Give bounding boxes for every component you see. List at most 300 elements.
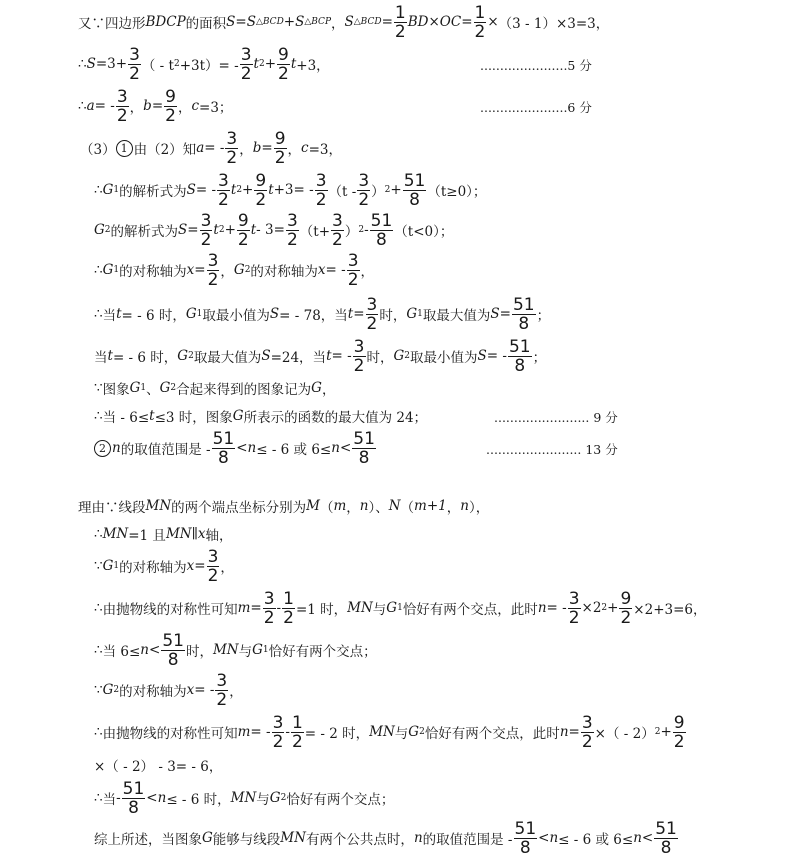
text: = -: [94, 98, 115, 114]
var: MN: [369, 724, 395, 740]
num: 3: [216, 670, 228, 691]
score-13: ........................ 13 分: [486, 442, 618, 457]
var: a: [196, 140, 205, 156]
text: +3，: [296, 58, 330, 74]
den: 8: [358, 447, 370, 468]
text: =3，: [308, 142, 343, 158]
text: =: [353, 306, 365, 322]
score-9: ........................ 9 分: [494, 410, 618, 425]
text: =: [261, 140, 273, 156]
text: 取最大值为: [422, 308, 491, 324]
text: =3+: [95, 56, 128, 72]
var: S: [344, 14, 354, 30]
fraction: [366, 296, 379, 333]
text: 当: [94, 350, 108, 366]
fraction: [282, 590, 295, 627]
text: 与: [256, 792, 270, 808]
therefore-symbol: ∴: [94, 790, 103, 806]
because-symbol: ∵: [94, 380, 103, 396]
fraction: [161, 632, 185, 669]
line-combine-g: [94, 374, 335, 402]
sub: 1: [196, 309, 203, 319]
text: 与: [238, 644, 253, 660]
den: 2: [274, 147, 286, 168]
fraction: [673, 714, 686, 751]
line-g1-intersections: [94, 630, 377, 670]
text: +: [607, 600, 619, 616]
line-n-range: [94, 428, 377, 468]
text: ，: [220, 560, 234, 576]
fraction: [225, 130, 238, 167]
text: =: [381, 14, 393, 30]
text: ≤ - 6 时，: [166, 792, 231, 808]
var: t: [268, 182, 274, 198]
den: 2: [394, 21, 406, 42]
var: MN: [212, 642, 239, 658]
num: 3: [568, 588, 580, 609]
var: x: [197, 526, 206, 542]
var: m: [237, 600, 251, 616]
line-s-expression: [78, 44, 330, 84]
text: 与: [394, 726, 409, 742]
var: n: [460, 498, 469, 514]
num: 9: [165, 86, 176, 107]
text: 时，: [379, 308, 407, 324]
text: -: [285, 724, 290, 740]
fraction: [217, 172, 230, 209]
var: t: [347, 306, 354, 322]
var: G: [232, 408, 244, 424]
text: 由抛物线的对称性可知: [102, 602, 238, 618]
den: 8: [128, 797, 139, 818]
text: +: [224, 222, 236, 238]
fraction: [212, 430, 236, 467]
sub: 2: [104, 225, 111, 235]
text: 的解析式为: [119, 184, 187, 200]
text: =: [235, 14, 247, 30]
den: 2: [358, 189, 370, 210]
because-symbol: ∵: [94, 558, 103, 574]
num: 1: [394, 2, 406, 23]
therefore-symbol: ∴: [94, 642, 103, 658]
line-m-equals-1: [94, 588, 707, 628]
var: m+1: [414, 498, 447, 514]
line-abc: [78, 86, 232, 126]
text: <: [538, 830, 550, 846]
sup: 2: [654, 727, 661, 737]
text: （: [400, 500, 415, 516]
den: 2: [255, 189, 267, 210]
text: 所表示的函数的最大值为 24；: [243, 410, 428, 426]
sup: 2: [258, 59, 265, 69]
fraction: [240, 46, 253, 83]
text: 的取值范围是 -: [120, 442, 211, 458]
text: <: [339, 440, 352, 456]
text: （t≥0）；: [427, 184, 487, 200]
num: 9: [620, 588, 632, 609]
sub: 1: [262, 645, 269, 655]
text: <: [149, 642, 161, 658]
text: 当: [102, 792, 117, 808]
fraction: [370, 212, 394, 249]
text: （: [319, 500, 334, 516]
text: 时，: [366, 350, 394, 366]
var: t: [253, 56, 259, 72]
den: 8: [514, 355, 526, 376]
num: 51: [353, 428, 375, 449]
var: MN: [165, 526, 192, 542]
text: 当 6≤: [102, 644, 141, 660]
sup: 2: [358, 225, 365, 235]
num: 51: [212, 428, 235, 449]
therefore-symbol: ∴: [94, 262, 103, 278]
var: t: [149, 408, 155, 424]
text: =: [194, 262, 206, 278]
var: G: [94, 222, 105, 238]
den: 2: [332, 229, 343, 250]
fraction: [237, 212, 250, 249]
fraction: [394, 4, 407, 41]
text: = -: [331, 348, 352, 364]
var: S: [178, 222, 188, 238]
text: ，: [446, 500, 461, 516]
text: = -: [546, 600, 567, 616]
var: G: [185, 306, 197, 322]
sup: 2: [218, 225, 225, 235]
var: G: [102, 182, 114, 198]
text: ×（ - 2）: [594, 726, 655, 742]
var: t: [107, 348, 113, 364]
text: +3t）= -: [179, 58, 239, 74]
var: G: [159, 380, 171, 396]
var: MN: [102, 526, 129, 542]
var: G: [311, 380, 322, 396]
var: G: [386, 600, 398, 616]
num: 3: [116, 86, 128, 107]
den: 2: [366, 313, 378, 334]
text: ，: [129, 100, 144, 116]
var: G: [102, 262, 114, 278]
num: 3: [240, 44, 252, 65]
text: ，: [220, 264, 234, 280]
text: 的解析式为: [110, 224, 179, 240]
var: n: [413, 830, 423, 846]
fraction: [274, 130, 287, 167]
var: n: [633, 830, 642, 846]
line-n-equals-neg6: [94, 752, 222, 778]
fraction: [277, 46, 290, 83]
den: 2: [207, 269, 219, 290]
sup: 2: [601, 603, 608, 613]
text: <: [146, 790, 158, 806]
text: = -: [204, 140, 225, 156]
fraction: [352, 430, 376, 467]
text: ×（ - 2） - 3= - 6，: [94, 759, 223, 775]
den: 2: [353, 355, 365, 376]
var: n: [247, 440, 257, 456]
var: MN: [280, 830, 306, 846]
text: 当: [102, 308, 117, 324]
text: = - 78，当: [279, 308, 348, 324]
var: m: [333, 498, 347, 514]
var: MN: [145, 498, 172, 514]
line-g-max: [94, 402, 427, 430]
text: =3；: [199, 100, 233, 116]
score-5: ......................5 分: [480, 58, 592, 73]
line-g1-expression: [94, 170, 486, 210]
var: G: [406, 306, 418, 322]
text: +3= -: [273, 182, 314, 198]
text: +: [660, 724, 672, 740]
var: b: [252, 140, 262, 156]
text: =: [187, 222, 199, 238]
var: t: [230, 182, 237, 198]
den: 2: [263, 607, 275, 628]
num: 3: [353, 336, 365, 357]
var: BD: [407, 14, 429, 30]
fraction: [207, 252, 220, 289]
num: 51: [508, 336, 531, 357]
text: ×: [428, 14, 440, 30]
therefore-symbol: ∴: [78, 56, 87, 72]
fraction: [568, 590, 581, 627]
text: ，: [229, 684, 243, 700]
text: ，: [331, 16, 345, 32]
den: 8: [660, 837, 672, 858]
text: +: [242, 182, 254, 198]
var: x: [186, 262, 195, 278]
sub: 2: [188, 351, 194, 361]
text: ，: [177, 100, 192, 116]
den: 2: [673, 731, 685, 752]
sub: 1: [417, 309, 423, 319]
num: 3: [315, 170, 327, 191]
num: 51: [370, 210, 393, 231]
var: a: [86, 98, 95, 114]
num: 1: [283, 588, 294, 609]
text: （ - t: [141, 58, 174, 74]
var: N: [388, 498, 401, 514]
var: S: [269, 306, 280, 322]
fraction: [353, 338, 366, 375]
den: 2: [474, 21, 486, 42]
var: S: [186, 182, 196, 198]
text: 能够与线段: [212, 832, 281, 848]
text: =1 时，: [295, 602, 348, 618]
text: 取最小值为: [410, 350, 478, 366]
therefore-symbol: ∴: [94, 306, 103, 322]
sup: 2: [173, 59, 180, 69]
var: x: [317, 262, 326, 278]
sub: △BCP: [304, 17, 332, 27]
den: 8: [167, 649, 179, 670]
den: 2: [237, 229, 249, 250]
text: 的取值范围是 -: [422, 832, 513, 848]
text: ），: [468, 500, 490, 516]
text: ；: [532, 350, 547, 366]
line-g2-extrema: [94, 336, 546, 376]
den: 2: [620, 607, 632, 628]
sub: 1: [140, 383, 147, 393]
sup: 2: [384, 185, 391, 195]
fraction: [122, 780, 146, 817]
num: 51: [162, 630, 184, 651]
line-g2-intersections: [94, 778, 394, 818]
line-part3: [80, 128, 342, 168]
line-conclusion: [94, 818, 679, 858]
den: 2: [283, 607, 294, 628]
num: 3: [207, 546, 219, 567]
den: 2: [207, 565, 219, 586]
num: 3: [272, 712, 284, 733]
fraction: [508, 338, 532, 375]
num: 3: [358, 170, 370, 191]
den: 2: [226, 147, 238, 168]
text: ，: [287, 142, 302, 158]
text: 理由∵线段: [78, 500, 146, 516]
var: t: [116, 306, 122, 322]
text: ×: [487, 14, 499, 30]
var: n: [559, 724, 569, 740]
fraction: [315, 172, 328, 209]
text: - 3=: [256, 222, 285, 238]
line-area-bdcp: [78, 2, 609, 42]
var: x: [186, 558, 195, 574]
den: 2: [347, 269, 359, 290]
num: 3: [366, 294, 378, 315]
therefore-symbol: ∴: [78, 98, 87, 114]
therefore-symbol: ∴: [94, 526, 103, 542]
var: OC: [439, 14, 462, 30]
var: G: [129, 380, 141, 396]
num: 51: [512, 294, 535, 315]
den: 2: [129, 63, 140, 84]
text: 的面积: [185, 16, 227, 32]
text: ×2: [581, 600, 602, 616]
num: 9: [673, 712, 685, 733]
den: 2: [291, 731, 303, 752]
den: 2: [240, 63, 252, 84]
text: ，: [321, 382, 336, 398]
sub: 1: [113, 185, 120, 195]
var: n: [537, 600, 547, 616]
because-symbol: ∵: [94, 682, 103, 698]
text: 合起来得到的图象记为: [176, 382, 312, 398]
var: S: [477, 348, 487, 364]
fraction: [581, 714, 594, 751]
var: c: [301, 140, 309, 156]
text: = - 6 时，: [121, 308, 186, 324]
var: G: [202, 830, 213, 846]
text: = -: [250, 724, 271, 740]
sub: 1: [113, 561, 120, 571]
num: 9: [274, 128, 286, 149]
line-g2-expression: [94, 210, 453, 250]
sub: 2: [280, 793, 287, 803]
fraction: [474, 4, 487, 41]
num: 9: [278, 44, 289, 65]
var: S: [86, 56, 96, 72]
var: b: [143, 98, 152, 114]
num: 9: [255, 170, 267, 191]
fraction: [403, 172, 427, 209]
text: 当 - 6≤: [102, 410, 150, 426]
text: 又∵四边形: [78, 16, 146, 32]
line-g2-axis: [94, 670, 243, 710]
line-g1-axis: [94, 546, 234, 586]
fraction: [272, 714, 285, 751]
text: ≤3 时，图象: [154, 410, 233, 426]
num: 3: [347, 250, 359, 271]
sub: △BCD: [353, 17, 382, 27]
line-reason-mn: [78, 492, 489, 520]
line-mn-parallel: [94, 520, 232, 548]
text: ∥: [191, 526, 198, 542]
var: G: [269, 790, 281, 806]
den: 8: [217, 447, 229, 468]
text: =: [250, 600, 262, 616]
text: ≤ - 6 或 6≤: [558, 832, 634, 848]
therefore-symbol: ∴: [94, 182, 103, 198]
var: G: [233, 262, 245, 278]
var: n: [549, 830, 559, 846]
num: 51: [122, 778, 145, 799]
text: =1 且: [128, 528, 166, 544]
var: MN: [230, 790, 257, 806]
text: ，: [360, 264, 375, 280]
den: 2: [116, 105, 128, 126]
var: t: [213, 222, 219, 238]
num: 1: [291, 712, 303, 733]
text: +: [390, 182, 402, 198]
text: 的对称轴为: [119, 684, 187, 700]
text: -: [116, 790, 121, 806]
score-6: ......................6 分: [480, 100, 592, 115]
den: 2: [216, 689, 228, 710]
var: m: [237, 724, 251, 740]
text: 由（2）知: [133, 142, 197, 158]
den: 2: [581, 731, 593, 752]
fraction: [514, 820, 538, 857]
fraction: [291, 714, 304, 751]
var: t: [290, 56, 297, 72]
text: ）: [371, 184, 385, 200]
den: 2: [218, 189, 229, 210]
text: 有两个公共点时，: [305, 832, 414, 848]
den: 8: [518, 313, 530, 334]
fraction: [207, 548, 220, 585]
var: t: [326, 348, 332, 364]
var: S: [246, 14, 256, 30]
var: c: [191, 98, 200, 114]
fraction: [357, 172, 370, 209]
num: 3: [218, 170, 229, 191]
text: = -: [325, 262, 346, 278]
sub: 1: [397, 603, 403, 613]
text: 取最小值为: [202, 308, 270, 324]
sub: 2: [244, 265, 251, 275]
var: G: [102, 558, 114, 574]
den: 2: [568, 607, 580, 628]
text: 由抛物线的对称性可知: [102, 726, 238, 742]
var: G: [393, 348, 405, 364]
text: （t<0）；: [394, 224, 454, 240]
var: n: [331, 440, 340, 456]
fraction: [347, 252, 360, 289]
circled-1: 1: [116, 140, 133, 157]
fraction: [619, 590, 632, 627]
sub: 2: [419, 727, 425, 737]
